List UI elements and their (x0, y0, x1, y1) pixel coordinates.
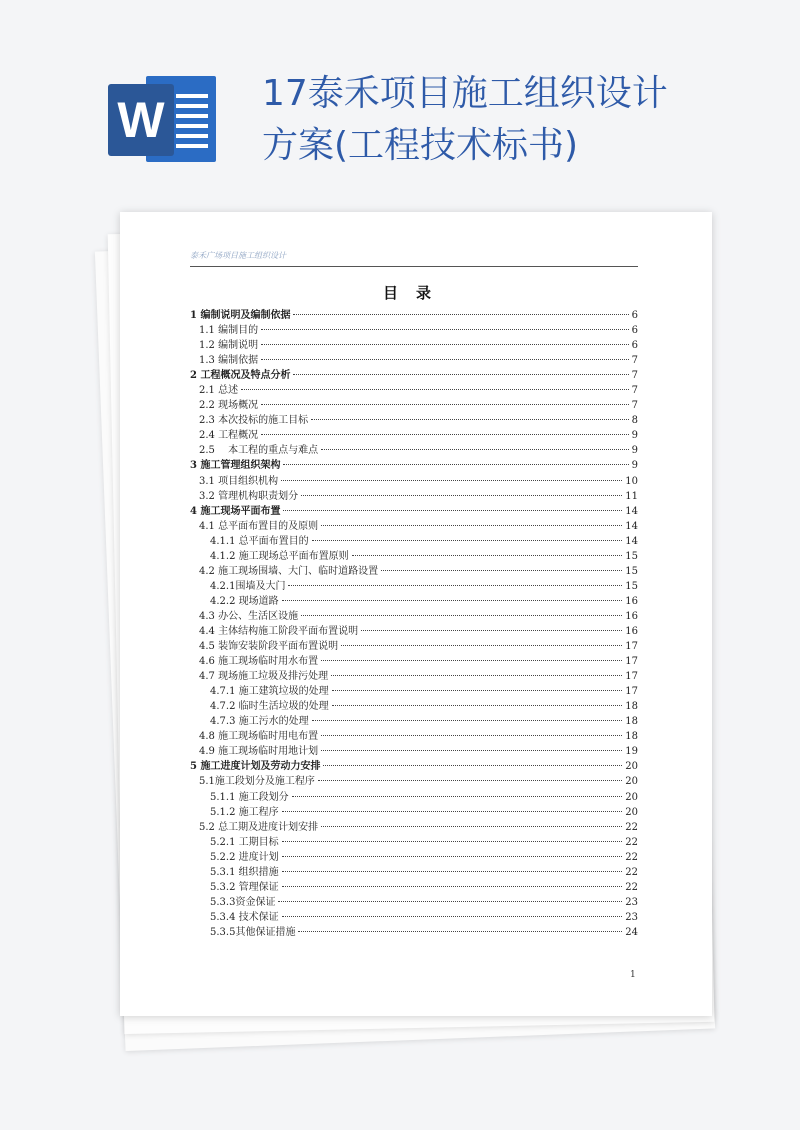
toc-entry-page: 9 (631, 430, 638, 442)
toc-entry-label: 4.1.2 施工现场总平面布置原则 (210, 550, 349, 562)
document-line (176, 124, 208, 128)
toc-entry[interactable] (190, 850, 638, 865)
toc-title: 目录 (382, 284, 449, 302)
toc-entry-label: 1 编制说明及编制依据 (190, 310, 291, 321)
document-line (176, 114, 208, 118)
toc-entry-label: 4.7 现场施工垃圾及排污处理 (199, 671, 329, 683)
toc-entry-label: 4 施工现场平面布置 (190, 505, 281, 517)
toc-entry-page: 16 (625, 625, 638, 637)
toc-leader-dots (331, 675, 622, 676)
toc-entry-page: 23 (625, 896, 638, 908)
toc-leader-dots (282, 841, 623, 842)
toc-entry-label: 4.7.1 施工建筑垃圾的处理 (210, 686, 329, 698)
toc-entry-label: 1.2 编制说明 (199, 340, 259, 352)
toc-leader-dots (352, 555, 623, 556)
toc-entry-page: 22 (625, 836, 638, 848)
toc-entry[interactable] (190, 489, 638, 504)
toc-leader-dots (321, 449, 629, 450)
toc-entry-page: 6 (631, 325, 638, 337)
toc-leader-dots (261, 344, 629, 345)
toc-leader-dots (318, 780, 622, 781)
toc-leader-dots (301, 495, 622, 496)
toc-entry-page: 17 (625, 656, 638, 668)
toc-entry-page: 6 (631, 340, 638, 352)
toc-leader-dots (281, 480, 622, 481)
toc-entry-page: 8 (631, 415, 638, 427)
toc-entry[interactable] (190, 699, 638, 714)
toc-leader-dots (293, 374, 628, 375)
toc-entry[interactable] (190, 609, 638, 624)
toc-leader-dots (298, 931, 622, 932)
toc-entry-label: 4.1 总平面布置目的及原则 (199, 520, 319, 532)
toc-entry[interactable] (190, 820, 638, 835)
toc-entry-label: 5.3.5其他保证措施 (210, 926, 296, 938)
toc-leader-dots (321, 750, 622, 751)
toc-leader-dots (361, 630, 622, 631)
toc-entry-label: 5.2.2 进度计划 (210, 851, 279, 863)
toc-entry-label: 5.3.4 技术保证 (210, 911, 279, 923)
toc-leader-dots (321, 826, 622, 827)
toc-entry-label: 3.1 项目组织机构 (199, 475, 279, 487)
toc-leader-dots (282, 886, 623, 887)
toc-entry-label: 4.2.2 现场道路 (210, 595, 279, 607)
toc-entry-page: 18 (625, 701, 638, 713)
document-page (120, 212, 712, 1016)
toc-entry-page: 7 (631, 355, 638, 367)
toc-entry-label: 5.2 总工期及进度计划安排 (199, 821, 319, 833)
toc-entry-label: 5.3.1 组织措施 (210, 866, 279, 878)
toc-entry-page: 20 (625, 791, 638, 803)
toc-entry[interactable] (190, 865, 638, 880)
toc-leader-dots (261, 359, 629, 360)
toc-leader-dots (261, 329, 629, 330)
page-number: 1 (630, 970, 636, 980)
toc-entry-page: 18 (625, 716, 638, 728)
toc-entry-page: 15 (625, 580, 638, 592)
toc-leader-dots (312, 720, 623, 721)
toc-entry-label: 2.4 工程概况 (199, 430, 259, 442)
toc-entry-page: 20 (625, 761, 638, 773)
toc-leader-dots (293, 314, 628, 315)
toc-entry-page: 7 (631, 370, 638, 382)
toc-entry[interactable] (190, 714, 638, 729)
toc-entry-page: 14 (625, 505, 638, 517)
toc-entry-label: 2.5 本工程的重点与难点 (199, 445, 319, 457)
toc-entry-page: 17 (625, 671, 638, 683)
document-line (176, 134, 208, 138)
toc-entry-page: 22 (625, 866, 638, 878)
toc-entry[interactable] (190, 428, 638, 443)
toc-leader-dots (301, 615, 622, 616)
toc-entry[interactable] (190, 805, 638, 820)
toc-entry-page: 24 (625, 926, 638, 938)
toc-entry[interactable] (190, 790, 638, 805)
word-icon (108, 72, 220, 168)
toc-leader-dots (332, 705, 623, 706)
toc-entry[interactable] (190, 684, 638, 699)
toc-entry[interactable] (190, 519, 638, 534)
toc-entry[interactable] (190, 654, 638, 669)
toc-entry-label: 4.7.2 临时生活垃圾的处理 (210, 701, 329, 713)
toc-leader-dots (321, 735, 622, 736)
toc-entry[interactable] (190, 895, 638, 910)
toc-entry-page: 14 (625, 520, 638, 532)
toc-entry-label: 5.3.2 管理保证 (210, 881, 279, 893)
running-header: 泰禾广场项目施工组织设计 (190, 251, 286, 260)
page-title: 17泰禾项目施工组织设计方案(工程技术标书) (262, 73, 668, 166)
toc-leader-dots (288, 585, 622, 586)
toc-entry[interactable] (190, 759, 638, 774)
toc-entry-page: 7 (631, 385, 638, 397)
toc-leader-dots (332, 690, 623, 691)
toc-entry-page: 20 (625, 806, 638, 818)
toc-entry-label: 2.2 现场概况 (199, 400, 259, 412)
toc-entry-label: 3 施工管理组织架构 (190, 460, 281, 472)
toc-entry[interactable] (190, 564, 638, 579)
toc-entry-page: 18 (625, 731, 638, 743)
toc-entry[interactable] (190, 744, 638, 759)
toc-leader-dots (341, 645, 622, 646)
toc-entry[interactable] (190, 835, 638, 850)
toc-entry[interactable] (190, 308, 638, 323)
toc-entry-page: 15 (625, 565, 638, 577)
toc-entry[interactable] (190, 458, 638, 473)
toc-leader-dots (292, 796, 623, 797)
toc-entry-label: 2.3 本次投标的施工目标 (199, 415, 309, 427)
toc-leader-dots (323, 765, 622, 766)
toc-entry-label: 5.1施工段划分及施工程序 (199, 776, 315, 788)
document-line (176, 104, 208, 108)
toc-entry-label: 5 施工进度计划及劳动力安排 (190, 761, 321, 773)
toc-leader-dots (321, 660, 622, 661)
toc-entry-page: 10 (625, 475, 638, 487)
toc-entry-label: 4.2.1围墙及大门 (210, 580, 286, 592)
toc-entry-page: 16 (625, 595, 638, 607)
toc-leader-dots (283, 510, 622, 511)
toc-entry-label: 4.1.1 总平面布置目的 (210, 535, 309, 547)
toc-entry[interactable] (190, 774, 638, 789)
toc-entry[interactable] (190, 925, 638, 940)
toc-leader-dots (261, 404, 629, 405)
toc-entry-page: 15 (625, 550, 638, 562)
toc-entry[interactable] (190, 353, 638, 368)
toc-entry[interactable] (190, 383, 638, 398)
toc-entry-page: 22 (625, 851, 638, 863)
toc-leader-dots (282, 856, 623, 857)
toc-entry-page: 9 (631, 445, 638, 457)
toc-entry-label: 4.8 施工现场临时用电布置 (199, 731, 319, 743)
toc-entry-label: 3.2 管理机构职责划分 (199, 490, 299, 502)
toc-entry-page: 17 (625, 641, 638, 653)
word-logo-letter: W (108, 84, 174, 156)
toc-entry[interactable] (190, 323, 638, 338)
toc-entry[interactable] (190, 504, 638, 519)
table-of-contents (190, 308, 638, 940)
toc-entry[interactable] (190, 474, 638, 489)
toc-leader-dots (311, 419, 629, 420)
toc-entry-page: 19 (625, 746, 638, 758)
toc-leader-dots (241, 389, 629, 390)
toc-entry[interactable] (190, 534, 638, 549)
toc-entry-label: 4.3 办公、生活区设施 (199, 610, 299, 622)
toc-entry-label: 5.1.2 施工程序 (210, 806, 279, 818)
toc-entry-label: 4.2 施工现场围墙、大门、临时道路设置 (199, 565, 379, 577)
toc-entry[interactable] (190, 549, 638, 564)
toc-entry-page: 11 (625, 490, 638, 502)
toc-leader-dots (381, 570, 622, 571)
toc-entry[interactable] (190, 880, 638, 895)
toc-entry-page: 17 (625, 686, 638, 698)
document-line (176, 144, 208, 148)
toc-entry[interactable] (190, 639, 638, 654)
toc-entry-page: 6 (631, 310, 638, 321)
toc-entry-page: 16 (625, 610, 638, 622)
toc-entry-page: 9 (631, 460, 638, 472)
toc-entry[interactable] (190, 368, 638, 383)
toc-entry[interactable] (190, 624, 638, 639)
toc-entry-label: 4.5 装饰安装阶段平面布置说明 (199, 641, 339, 653)
toc-entry[interactable] (190, 413, 638, 428)
toc-entry[interactable] (190, 910, 638, 925)
toc-entry-page: 22 (625, 821, 638, 833)
toc-entry-label: 5.2.1 工期目标 (210, 836, 279, 848)
toc-entry-label: 5.1.1 施工段划分 (210, 791, 289, 803)
toc-entry-page: 23 (625, 911, 638, 923)
toc-entry[interactable] (190, 669, 638, 684)
toc-leader-dots (261, 434, 629, 435)
toc-entry-page: 7 (631, 400, 638, 412)
toc-entry-label: 4.9 施工现场临时用地计划 (199, 746, 319, 758)
toc-leader-dots (278, 901, 622, 902)
toc-entry[interactable] (190, 594, 638, 609)
toc-entry[interactable] (190, 398, 638, 413)
toc-leader-dots (282, 600, 623, 601)
toc-entry-label: 4.6 施工现场临时用水布置 (199, 656, 319, 668)
toc-entry[interactable] (190, 443, 638, 458)
toc-leader-dots (312, 540, 623, 541)
document-line (176, 94, 208, 98)
toc-leader-dots (321, 525, 622, 526)
toc-leader-dots (282, 871, 623, 872)
toc-entry-label: 2 工程概况及特点分析 (190, 370, 291, 382)
toc-entry[interactable] (190, 729, 638, 744)
toc-entry-page: 22 (625, 881, 638, 893)
header-divider (190, 266, 638, 267)
toc-leader-dots (283, 464, 628, 465)
toc-entry-label: 2.1 总述 (199, 385, 239, 397)
toc-entry[interactable] (190, 338, 638, 353)
toc-entry-page: 20 (625, 776, 638, 788)
toc-entry-label: 4.7.3 施工污水的处理 (210, 716, 309, 728)
toc-entry-label: 5.3.3资金保证 (210, 896, 276, 908)
toc-entry-label: 4.4 主体结构施工阶段平面布置说明 (199, 625, 359, 637)
toc-entry-label: 1.3 编制依据 (199, 355, 259, 367)
toc-entry-label: 1.1 编制目的 (199, 325, 259, 337)
toc-entry-page: 14 (625, 535, 638, 547)
toc-leader-dots (282, 811, 623, 812)
toc-entry[interactable] (190, 579, 638, 594)
toc-leader-dots (282, 916, 623, 917)
